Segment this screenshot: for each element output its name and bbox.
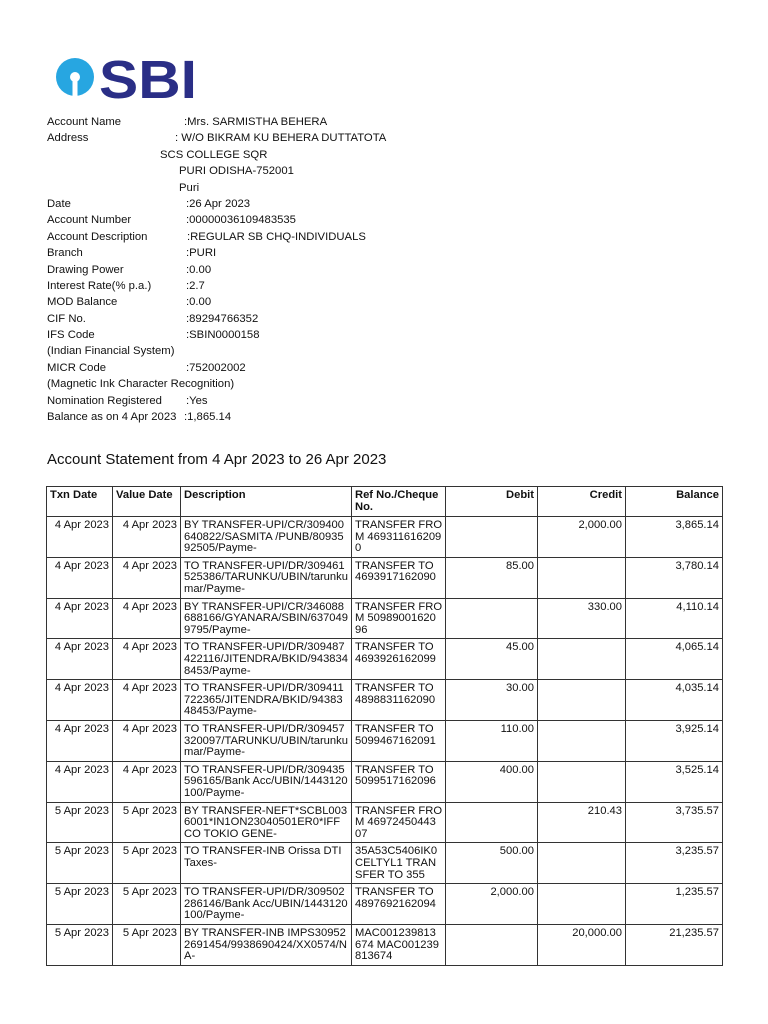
- cell-credit: 330.00: [538, 598, 626, 639]
- description-text: BY TRANSFER-NEFT*SCBL0036001*IN1ON23040501ER0*IFFCO TOKIO GENE-: [184, 804, 348, 840]
- info-label: Account Number: [47, 214, 132, 227]
- info-label: (Indian Financial System): [47, 345, 175, 358]
- info-label: Drawing Power: [47, 263, 124, 276]
- cell-debit: 2,000.00: [446, 884, 538, 925]
- sbi-logo: [55, 52, 215, 106]
- cell-description: [181, 639, 352, 680]
- table-row: [47, 680, 723, 721]
- description-text: TO TRANSFER-UPI/DR/309435596165/Bank Acc/UBIN/1443120100/Payme-: [184, 764, 348, 799]
- info-label: Account Name: [47, 116, 122, 128]
- transactions-table: [46, 486, 723, 966]
- info-value: :0.00: [186, 263, 212, 276]
- cell-txn-date: 4 Apr 2023: [47, 517, 113, 558]
- info-value: :0.00: [186, 296, 212, 309]
- cell-description: [181, 884, 352, 925]
- cell-description: [181, 720, 352, 761]
- cell-balance: 3,925.14: [626, 720, 723, 761]
- cell-description: [181, 680, 352, 721]
- cell-description: [181, 598, 352, 639]
- cell-value-date: 5 Apr 2023: [113, 924, 181, 965]
- info-label: Nomination Registered: [47, 394, 162, 407]
- cell-txn-date: 5 Apr 2023: [47, 884, 113, 925]
- cell-credit: [538, 680, 626, 721]
- cell-ref: [352, 884, 446, 925]
- description-text: TO TRANSFER-UPI/DR/309502286146/Bank Acc/UBIN/1443120100/Payme-: [184, 887, 348, 922]
- ref-text: TRANSFER FROM 4697245044307: [355, 804, 443, 840]
- sbi-keyhole-icon: [56, 58, 94, 96]
- cell-balance: 21,235.57: [626, 924, 723, 965]
- cell-credit: [538, 884, 626, 925]
- description-text: BY TRANSFER-UPI/CR/346088688166/GYANARA/SBIN/6370499795/Payme-: [184, 601, 348, 636]
- description-text: TO TRANSFER-INB Orissa DTI Taxes-: [184, 845, 342, 869]
- info-value: :26 Apr 2023: [186, 197, 251, 210]
- cell-description: [181, 761, 352, 802]
- cell-txn-date: 4 Apr 2023: [47, 680, 113, 721]
- table-row: [47, 924, 723, 965]
- table-header-row: [47, 487, 723, 517]
- ref-text: 35A53C5406IK0CELTYL1 TRANSFER TO 355: [355, 845, 438, 881]
- cell-credit: 210.43: [538, 802, 626, 843]
- cell-credit: [538, 639, 626, 680]
- cell-debit: 85.00: [446, 557, 538, 598]
- ref-text: TRANSFER TO 5099517162096: [355, 764, 436, 788]
- cell-debit: 500.00: [446, 843, 538, 884]
- col-header-debit: Debit: [446, 487, 538, 517]
- info-value: :SBIN0000158: [186, 329, 260, 342]
- table-row: [47, 761, 723, 802]
- cell-balance: 3,865.14: [626, 517, 723, 558]
- info-label: MICR Code: [47, 361, 107, 374]
- cell-ref: [352, 720, 446, 761]
- info-value: :PURI: [186, 247, 217, 260]
- cell-credit: [538, 557, 626, 598]
- logo-text: SBI: [99, 52, 197, 106]
- col-header-credit: Credit: [538, 487, 626, 517]
- cell-value-date: 4 Apr 2023: [113, 598, 181, 639]
- info-value: :00000036109483535: [186, 214, 296, 227]
- cell-ref: [352, 598, 446, 639]
- description-text: TO TRANSFER-UPI/DR/309461525386/TARUNKU/UBIN/tarunkumar/Payme-: [184, 560, 348, 595]
- ref-text: TRANSFER TO 4898831162090: [355, 683, 436, 706]
- cell-value-date: 4 Apr 2023: [113, 720, 181, 761]
- info-value: SCS COLLEGE SQR: [160, 148, 268, 161]
- cell-balance: 3,735.57: [626, 802, 723, 843]
- info-label: MOD Balance: [47, 296, 118, 309]
- info-value: :752002002: [186, 361, 246, 374]
- cell-description: [181, 557, 352, 598]
- info-label: Interest Rate(% p.a.): [47, 279, 152, 292]
- cell-txn-date: 4 Apr 2023: [47, 557, 113, 598]
- info-label: IFS Code: [47, 329, 95, 342]
- cell-txn-date: 5 Apr 2023: [47, 843, 113, 884]
- description-text: BY TRANSFER-UPI/CR/309400640822/SASMITA /PUNB/8093592505/Payme-: [184, 520, 345, 555]
- cell-value-date: 5 Apr 2023: [113, 802, 181, 843]
- col-header-balance: Balance: [626, 487, 723, 517]
- cell-ref: [352, 639, 446, 680]
- cell-debit: 110.00: [446, 720, 538, 761]
- info-label: Account Description: [47, 230, 148, 243]
- cell-description: [181, 517, 352, 558]
- ref-text: MAC001239813674 MAC001239813674: [355, 926, 439, 963]
- table-row: [47, 884, 723, 925]
- cell-txn-date: 5 Apr 2023: [47, 802, 113, 843]
- cell-credit: [538, 761, 626, 802]
- cell-value-date: 4 Apr 2023: [113, 517, 181, 558]
- cell-txn-date: 4 Apr 2023: [47, 720, 113, 761]
- cell-balance: 3,235.57: [626, 843, 723, 884]
- info-label: Date: [47, 197, 71, 210]
- ref-text: TRANSFER TO 5099467162091: [355, 723, 436, 747]
- cell-txn-date: 4 Apr 2023: [47, 639, 113, 680]
- info-value: Puri: [179, 181, 200, 194]
- info-value: :1,865.14: [184, 411, 232, 424]
- info-label: (Magnetic Ink Character Recognition): [47, 378, 235, 391]
- col-header-ref: Ref No./Cheque No.: [352, 487, 446, 517]
- info-label: Branch: [47, 247, 83, 260]
- cell-debit: [446, 598, 538, 639]
- cell-ref: [352, 843, 446, 884]
- cell-balance: 4,065.14: [626, 639, 723, 680]
- info-label: CIF No.: [47, 312, 86, 325]
- cell-debit: [446, 924, 538, 965]
- info-label: Balance as on 4 Apr 2023: [47, 411, 177, 424]
- col-header-description: Description: [181, 487, 352, 517]
- description-text: TO TRANSFER-UPI/DR/309411722365/JITENDRA/BKID/9438348453/Payme-: [184, 683, 344, 718]
- ref-text: TRANSFER TO 4693926162099: [355, 642, 436, 665]
- cell-ref: [352, 761, 446, 802]
- statement-title: Account Statement from 4 Apr 2023 to 26 Apr 2023: [47, 451, 387, 468]
- cell-balance: 3,780.14: [626, 557, 723, 598]
- cell-balance: 3,525.14: [626, 761, 723, 802]
- cell-value-date: 4 Apr 2023: [113, 761, 181, 802]
- table-row: [47, 843, 723, 884]
- cell-value-date: 4 Apr 2023: [113, 680, 181, 721]
- cell-description: [181, 843, 352, 884]
- cell-value-date: 5 Apr 2023: [113, 884, 181, 925]
- cell-debit: 30.00: [446, 680, 538, 721]
- cell-balance: 4,035.14: [626, 680, 723, 721]
- cell-balance: 4,110.14: [626, 598, 723, 639]
- cell-value-date: 5 Apr 2023: [113, 843, 181, 884]
- info-value: :Mrs. SARMISTHA BEHERA: [184, 116, 328, 128]
- cell-value-date: 4 Apr 2023: [113, 639, 181, 680]
- cell-debit: [446, 802, 538, 843]
- cell-credit: [538, 720, 626, 761]
- table-row: [47, 720, 723, 761]
- info-value: :Yes: [186, 394, 208, 407]
- cell-balance: 1,235.57: [626, 884, 723, 925]
- cell-debit: 400.00: [446, 761, 538, 802]
- description-text: BY TRANSFER-INB IMPS309522691454/9938690424/XX0574/NA-: [184, 926, 347, 963]
- cell-description: [181, 924, 352, 965]
- ref-text: TRANSFER TO 4897692162094: [355, 887, 436, 910]
- description-text: TO TRANSFER-UPI/DR/309487422116/JITENDRA/BKID/9438348453/Payme-: [184, 642, 348, 677]
- cell-credit: 20,000.00: [538, 924, 626, 965]
- col-header-txn-date: Txn Date: [47, 487, 113, 517]
- table-row: [47, 517, 723, 558]
- cell-txn-date: 5 Apr 2023: [47, 924, 113, 965]
- cell-ref: [352, 924, 446, 965]
- ref-text: TRANSFER FROM 5098900162096: [355, 601, 442, 636]
- info-value: : W/O BIKRAM KU BEHERA DUTTATOTA: [175, 132, 387, 145]
- cell-txn-date: 4 Apr 2023: [47, 761, 113, 802]
- cell-ref: [352, 802, 446, 843]
- description-text: TO TRANSFER-UPI/DR/309457320097/TARUNKU/UBIN/tarunkumar/Payme-: [184, 723, 348, 759]
- cell-credit: 2,000.00: [538, 517, 626, 558]
- ref-text: TRANSFER TO 4693917162090: [355, 560, 436, 584]
- info-value: :2.7: [186, 279, 205, 292]
- cell-ref: [352, 680, 446, 721]
- info-value: PURI ODISHA-752001: [179, 165, 294, 178]
- cell-debit: [446, 517, 538, 558]
- ref-text: TRANSFER FROM 4693116162090: [355, 520, 442, 555]
- info-value: :89294766352: [186, 312, 259, 325]
- cell-value-date: 4 Apr 2023: [113, 557, 181, 598]
- cell-credit: [538, 843, 626, 884]
- col-header-value-date: Value Date: [113, 487, 181, 517]
- cell-description: [181, 802, 352, 843]
- table-row: [47, 639, 723, 680]
- table-row: [47, 557, 723, 598]
- info-label: Address: [47, 132, 89, 145]
- info-value: :REGULAR SB CHQ-INDIVIDUALS: [187, 230, 366, 243]
- cell-txn-date: 4 Apr 2023: [47, 598, 113, 639]
- cell-ref: [352, 557, 446, 598]
- cell-debit: 45.00: [446, 639, 538, 680]
- table-row: [47, 802, 723, 843]
- cell-ref: [352, 517, 446, 558]
- table-row: [47, 598, 723, 639]
